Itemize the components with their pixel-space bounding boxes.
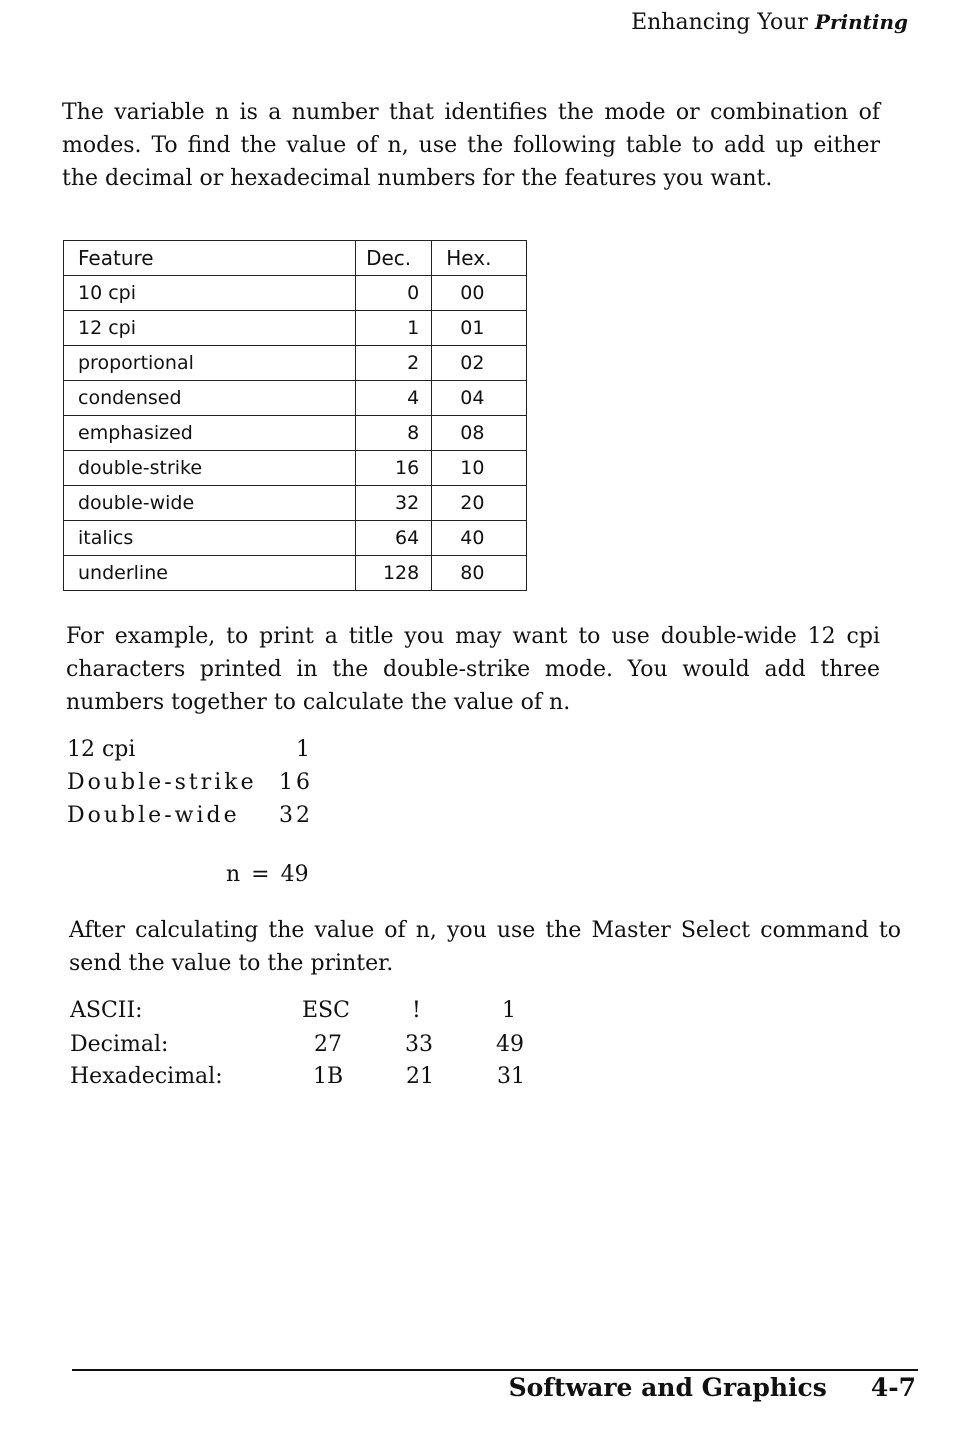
command-value: 1B — [313, 1064, 344, 1089]
cell-feature: 12 cpi — [64, 311, 356, 346]
table-row — [64, 521, 527, 556]
cell-hex: 80 — [432, 556, 527, 591]
footer-rule — [72, 1369, 918, 1371]
cell-dec: 4 — [356, 381, 432, 416]
cell-hex: 10 — [432, 451, 527, 486]
cell-dec: 0 — [356, 276, 432, 311]
header-feature: Feature — [64, 241, 356, 276]
calc-label: Double-strike — [67, 770, 257, 795]
running-head-text: Enhancing Your — [631, 10, 808, 35]
header-dec: Dec. — [356, 241, 432, 276]
cell-hex: 04 — [432, 381, 527, 416]
table-row — [64, 311, 527, 346]
after-paragraph: After calculating the value of n, you use the Master Select command to send the value to the printer. — [69, 918, 901, 976]
cell-dec: 16 — [356, 451, 432, 486]
command-label: ASCII: — [70, 998, 143, 1023]
table-row — [64, 416, 527, 451]
cell-feature: condensed — [64, 381, 356, 416]
cell-feature: double-strike — [64, 451, 356, 486]
table-header-row — [64, 241, 527, 276]
cell-feature: emphasized — [64, 416, 356, 451]
intro-paragraph: The variable n is a number that identifies the mode or combination of modes. To find the value of n, use the following table to add up either the decimal or hexadecimal numbers for the features you want. — [62, 100, 880, 191]
example-paragraph: For example, to print a title you may want to use double-wide 12 cpi characters printed in the double-strike mode. You would add three numbers together to calculate the value of n. — [66, 624, 880, 715]
cell-dec: 1 — [356, 311, 432, 346]
command-value: 31 — [497, 1064, 525, 1089]
cell-feature: underline — [64, 556, 356, 591]
page-number: 4-7 — [870, 1373, 916, 1402]
command-value: ! — [412, 998, 421, 1023]
command-value: 49 — [496, 1032, 524, 1057]
table-row — [64, 381, 527, 416]
cell-dec: 32 — [356, 486, 432, 521]
table-row — [64, 556, 527, 591]
cell-dec: 8 — [356, 416, 432, 451]
cell-dec: 128 — [356, 556, 432, 591]
cell-hex: 02 — [432, 346, 527, 381]
cell-hex: 40 — [432, 521, 527, 556]
cell-hex: 08 — [432, 416, 527, 451]
cell-feature: double-wide — [64, 486, 356, 521]
calc-value: 16 — [279, 770, 313, 795]
table-row — [64, 451, 527, 486]
cell-hex: 01 — [432, 311, 527, 346]
command-value: 33 — [405, 1032, 433, 1057]
calc-label: Double-wide — [67, 803, 240, 828]
calc-label: 12 cpi — [67, 737, 136, 762]
footer-section: Software and Graphics — [508, 1373, 827, 1402]
calc-result: n = 49 — [226, 862, 309, 887]
cell-dec: 2 — [356, 346, 432, 381]
command-value: 21 — [406, 1064, 434, 1089]
table-row — [64, 276, 527, 311]
command-value: 27 — [314, 1032, 342, 1057]
table-row — [64, 486, 527, 521]
table-row — [64, 346, 527, 381]
cell-dec: 64 — [356, 521, 432, 556]
command-value: 1 — [502, 998, 516, 1023]
running-head-italic: Printing — [814, 10, 908, 34]
cell-feature: italics — [64, 521, 356, 556]
calc-value: 32 — [279, 803, 313, 828]
command-label: Decimal: — [70, 1032, 169, 1057]
running-head — [631, 10, 908, 35]
cell-feature: proportional — [64, 346, 356, 381]
mode-table — [63, 240, 527, 591]
cell-feature: 10 cpi — [64, 276, 356, 311]
command-label: Hexadecimal: — [70, 1064, 223, 1089]
command-value: ESC — [302, 998, 350, 1023]
cell-hex: 20 — [432, 486, 527, 521]
footer — [509, 1373, 916, 1402]
calc-value: 1 — [296, 737, 310, 762]
cell-hex: 00 — [432, 276, 527, 311]
header-hex: Hex. — [432, 241, 527, 276]
